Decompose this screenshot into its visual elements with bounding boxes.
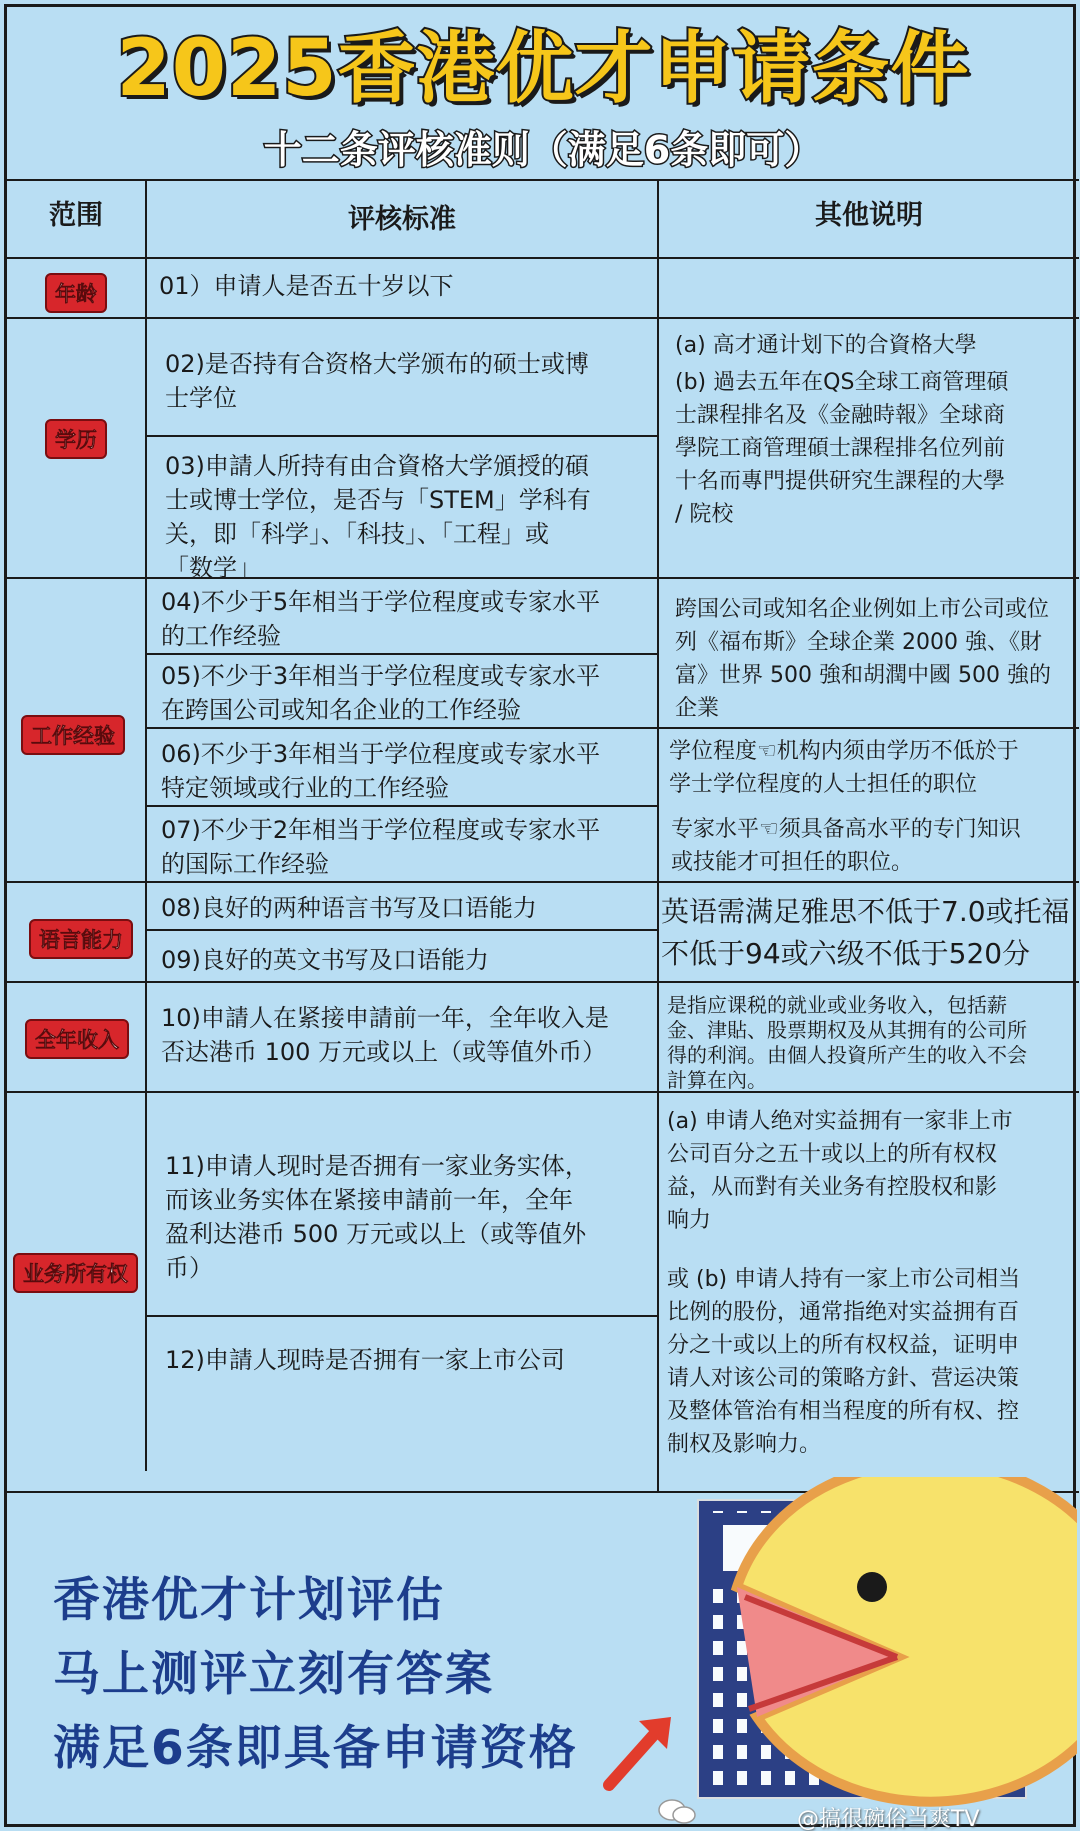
- row-line-language: [7, 981, 1079, 983]
- criterion-04-line: 04)不少于5年相当于学位程度或专家水平: [161, 588, 601, 616]
- criterion-07-line: 07)不少于2年相当于学位程度或专家水平: [161, 816, 601, 844]
- note-education-line: 十名而專門提供研究生課程的大學: [675, 469, 1006, 494]
- note-business-b-line: 比例的股份，通常指绝对实益拥有百: [667, 1300, 1020, 1325]
- note-education-line: 士課程排名及《金融時報》全球商: [675, 403, 1006, 428]
- criterion-11: [165, 1149, 655, 1285]
- criterion-06-line: 06)不少于3年相当于学位程度或专家水平: [161, 740, 601, 768]
- category-badge-work: 工作经验: [21, 715, 125, 755]
- criterion-07: [161, 813, 655, 881]
- note-work-expert: [671, 813, 1077, 879]
- note-income-line: 得的利润。由個人投資所产生的收入不会: [667, 1043, 1027, 1067]
- note-education: [675, 329, 1075, 531]
- header-criteria: 评核标准: [348, 204, 456, 235]
- criterion-10: [161, 1001, 655, 1069]
- note-income-line: 計算在內。: [667, 1068, 767, 1092]
- criterion-03: [165, 449, 655, 585]
- criterion-01: [159, 269, 649, 303]
- promo-line-2: 马上测评立刻有答案: [53, 1647, 494, 1702]
- note-business-a-line: 益，从而對有关业务有控股权和影: [667, 1175, 998, 1200]
- criterion-03-line: 「数学」: [165, 554, 261, 582]
- note-work-company-line: 跨国公司或知名企业例如上市公司或位: [675, 597, 1050, 622]
- criterion-11-line: 而该业务实体在紧接申請前一年，全年: [165, 1186, 573, 1214]
- mascot-pacman-icon: [667, 1477, 1077, 1827]
- note-work-company: [675, 593, 1077, 725]
- note-business-a: [667, 1105, 1077, 1237]
- criterion-06: [161, 737, 655, 805]
- category-badge-age: 年龄: [45, 273, 107, 313]
- row-line-c02: [147, 435, 657, 437]
- criterion-08-text: 08)良好的两种语言书写及口语能力: [161, 894, 537, 922]
- note-business-b: [667, 1263, 1077, 1461]
- criterion-05-line: 05)不少于3年相当于学位程度或专家水平: [161, 662, 601, 690]
- watermark-text: @搞很碗俗当爽TV: [797, 1807, 980, 1831]
- row-line-c04: [147, 653, 657, 655]
- note-business-b-line: 请人对该公司的策略方針、营运决策: [667, 1366, 1020, 1391]
- criterion-01-text: 01）申请人是否五十岁以下: [159, 272, 454, 300]
- note-work-degree-line: 学士学位程度的人士担任的职位: [669, 772, 978, 797]
- criterion-05-line: 在跨国公司或知名企业的工作经验: [161, 696, 521, 724]
- col-divider-1: [145, 181, 147, 1471]
- row-line-header: [7, 257, 1079, 259]
- row-line-age: [7, 317, 1079, 319]
- note-business-b-line: 制权及影响力。: [667, 1432, 822, 1457]
- criterion-02-line: 02)是否持有合资格大学颁布的硕士或博: [165, 350, 589, 378]
- criterion-04: [161, 585, 655, 653]
- promo-line-3: 满足6条即具备申请资格: [53, 1721, 578, 1776]
- criterion-11-line: 盈利达港币 500 万元或以上（或等值外: [165, 1220, 587, 1248]
- arrow-icon: [597, 1707, 687, 1797]
- criterion-06-line: 特定领域或行业的工作经验: [161, 774, 449, 802]
- header-scope: 范围: [49, 200, 103, 231]
- category-badge-business: 业务所有权: [13, 1253, 138, 1293]
- note-income-line: 是指应课税的就业或业务收入，包括薪: [667, 993, 1007, 1017]
- criterion-12-text: 12)申請人现時是否拥有一家上市公司: [165, 1346, 565, 1374]
- criterion-11-line: 币）: [165, 1254, 213, 1282]
- page-subtitle: 十二条评核准则（满足6条即可）: [263, 128, 823, 172]
- note-work-company-line: 列《福布斯》全球企業 2000 強、《財: [675, 630, 1042, 655]
- criterion-09-text: 09)良好的英文书写及口语能力: [161, 946, 489, 974]
- criterion-04-line: 的工作经验: [161, 622, 281, 650]
- note-business-b-line: 分之十或以上的所有权权益，证明申: [667, 1333, 1020, 1358]
- page-title-container: [7, 7, 1079, 117]
- note-education-line: 學院工商管理碩士課程排名位列前: [675, 436, 1006, 461]
- criteria-table: [7, 179, 1079, 1491]
- criterion-02: [165, 347, 655, 415]
- criterion-02-line: 士学位: [165, 384, 237, 412]
- header-notes: 其他说明: [815, 200, 923, 231]
- criterion-10-line: 10)申請人在紧接申請前一年，全年收入是: [161, 1004, 609, 1032]
- row-line-c06: [147, 805, 657, 807]
- row-line-c05: [147, 727, 1079, 729]
- note-work-company-line: 企業: [675, 696, 720, 721]
- page-frame: [4, 4, 1076, 1831]
- criterion-12: [165, 1343, 655, 1377]
- note-work-degree-line: 学位程度☜机构内须由学历不低於于: [669, 739, 1019, 764]
- row-line-work: [7, 881, 1079, 883]
- category-badge-language: 语言能力: [29, 919, 133, 959]
- criterion-09: [161, 943, 655, 977]
- row-line-c08: [147, 929, 657, 931]
- note-education-line: (b) 過去五年在QS全球工商管理碩: [675, 370, 1009, 395]
- note-income: [667, 993, 1077, 1093]
- criterion-07-line: 的国际工作经验: [161, 850, 329, 878]
- category-badge-income: 全年收入: [25, 1019, 129, 1059]
- criterion-08: [161, 891, 655, 925]
- row-line-c11: [147, 1315, 657, 1317]
- note-business-a-line: (a) 申请人绝对实益拥有一家非上市: [667, 1109, 1013, 1134]
- note-work-expert-line: 专家水平☜须具备高水平的专门知识: [671, 817, 1021, 842]
- note-work-expert-line: 或技能才可担任的职位。: [671, 850, 914, 875]
- note-language-line: 不低于94或六级不低于520分: [661, 937, 1031, 970]
- note-education-line: / 院校: [675, 502, 734, 527]
- wechat-icon: [657, 1797, 697, 1827]
- note-language: [661, 891, 1079, 975]
- note-business-b-line: 及整体管治有相当程度的所有权、控: [667, 1399, 1020, 1424]
- page-title: 2025香港优才申请条件: [116, 24, 970, 114]
- criterion-11-line: 11)申请人现时是否拥有一家业务实体，: [165, 1152, 589, 1180]
- note-work-degree: [669, 735, 1077, 801]
- category-badge-education: 学历: [45, 419, 107, 459]
- note-language-line: 英语需满足雅思不低于7.0或托福: [661, 895, 1070, 928]
- note-business-a-line: 响力: [667, 1208, 712, 1233]
- col-divider-2: [657, 181, 659, 1493]
- note-education-line: (a) 高才通计划下的合資格大學: [675, 333, 977, 358]
- criterion-03-line: 士或博士学位，是否与「STEM」学科有: [165, 486, 591, 514]
- criterion-05: [161, 659, 655, 727]
- note-income-line: 金、津貼、股票期权及从其拥有的公司所: [667, 1018, 1027, 1042]
- criterion-03-line: 03)申請人所持有由合資格大学頒授的碩: [165, 452, 589, 480]
- criterion-03-line: 关，即「科学」、「科技」、「工程」或: [165, 520, 549, 548]
- promo-line-1: 香港优才计划评估: [53, 1573, 445, 1628]
- note-work-company-line: 富》世界 500 強和胡潤中國 500 強的: [675, 663, 1051, 688]
- note-business-b-line: 或 (b) 申请人持有一家上市公司相当: [667, 1267, 1021, 1292]
- note-business-a-line: 公司百分之五十或以上的所有权权: [667, 1142, 998, 1167]
- criterion-10-line: 否达港币 100 万元或以上（或等值外币）: [161, 1038, 607, 1066]
